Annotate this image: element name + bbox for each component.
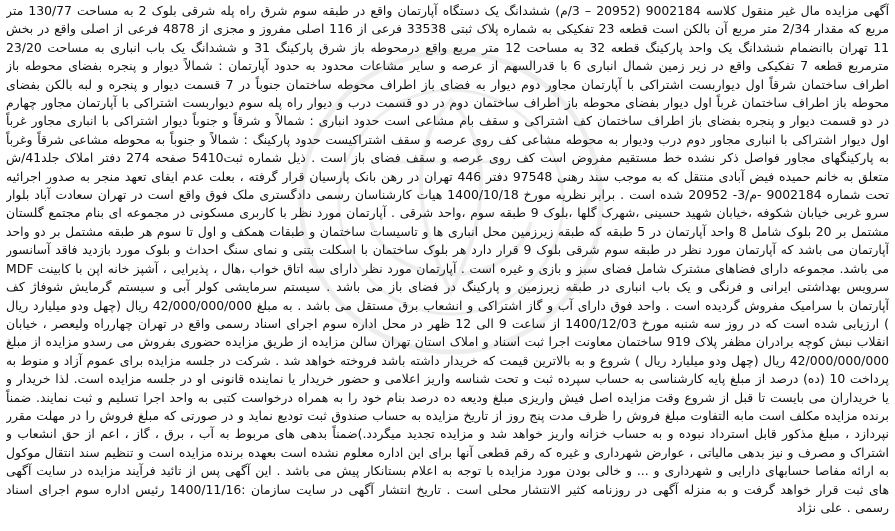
notice-paragraph: آگهی مزایده مال غیر منقول کلاسه 9002184 (20952 – 3/م) ششدانگ یک دستگاه آپارتمان واقع در طبقه سوم شرق راه پله شرقی بلوک 2 به مساحت 130/77 متر مربع که مقدار 2/34 متر مربع آن بالکن است قطعه 23 تفکیکی به شماره پلاک ثبتی 33538 فرعی از 116 اصلی مفروز و مجزی از 4878 فرعی از اصلی واقع در بخش 11 تهران باانضمام ششدانگ یک واحد پارکینگ قطعه 32 به مساحت 12 متر مربع واقع درمحوطه باز شرق پارکینگ 31 و ششدانگ یک باب انباری به مساحت 23/20 مترمربع قطعه 7 تفکیکی واقع در زیر زمین شمال انباری 6 با قدرالسهم از عرصه و سایر مشاعات محدود به حدود آپارتمان : شمالاً دیوار و پنجره بفضای محوطه باز اطراف ساختمان شرقاً اول دیواربست اشتراکی با آپارتمان مجاور دوم دیوار به فضای باز اطراف محوطه ساختمان جنوباً در 7 قسمت دیوار و پنجره و لبه بالکن بفضای محوطه باز اطراف ساختمان غرباً اول دیوار بفضای محوطه باز اطراف ساختمان دوم در دو قسمت درب و دیوار راه پله سوم دیواربست اشتراکی با آپارتمان مجاور چهارم در دو قسمت دیوار و پنجره بفضای باز اطراف ساختمان کف اشتراکی و سقف بام مشاعی است حدود انباری : شمالاً و شرقاً و جنوباً دیوار اشتراکی با انباری مجاور غرباً اول دیوار اشتراکی با انباری مجاور دوم درب ودیوار به محوطه مشاعی کف روی عرصه و سقف اشتراکیست حدود پارکینگ : شمالاً و جنوباً به محوطه مشاعی شرقاً وغرباً به پارکینگهای مجاور فواصل ذکر نشده خط مستقیم مفروض است کف روی عرصه و سقف فضای باز است . ذیل شماره ثبت5410 صفحه 274 دفتر املاک جلد41/ش متعلق به خانم حمیده فیض آبادی منتقل که به موجب سند رهنی 97548 دفتر 446 تهران در رهن بانک پارسیان قرار گرفته ، بعلت عدم ایفای تعهد منجر به صدور اجرائیه تحت شماره 9002184 -م/3- 20952 شده است . برابر نظریه مورخ 1400/10/18 هیات کارشناسان رسمی دادگستری ملک فوق واقع است در تهران سعادت آباد بلوار سرو غربی خیابان شکوفه ،خیابان شهید حسینی ،شهرک گلها ،بلوک 9 طبقه سوم ،واحد شرقی . آپارتمان مورد نظر با کاربری مسکونی در مجموعه ای بنام مجتمع گلستان مشتمل بر 20 بلوک شامل 8 واحد آپارتمان در 5 طبقه که طبقه زیرزمین محل انباری ها و تاسیسات ساختمان و طبقات همکف و اول تا سوم هر طبقه مشتمل بر دو واحد آپارتمان می باشد که آپارتمان مورد نظر در طبقه سوم شرقی بلوک 9 قرار دارد هر بلوک ساختمان با اسکلت بتنی و نمای سنگ احداث و بلوک مورد بازدید فاقد آسانسور می باشد. مجموعه دارای فضاهای مشترک شامل فضای سبز و بازی و غیره است . آپارتمان مورد نظر دارای سه اتاق خواب ،هال ، پذیرایی ، آشپز خانه اپن با کابینت MDF سرویس بهداشتی ایرانی و فرنگی و یک باب انباری در طبقه زیرزمین و پارکینگ در فضای باز می باشد . سیستم سرمایشی کولر آبی و سیستم گرمایش شوفاژ کف آپارتمان با سرامیک مفروش گردیده است . واحد فوق دارای آب و گاز اشتراکی و انشعاب برق مستقل می باشد . به مبلغ 42/000/000/000 ریال (چهل ودو میلیارد ریال ) ارزیابی شده است که در روز سه شنبه مورخ 1400/12/03 از ساعت 9 الی 12 ظهر در محل اداره سوم اجرای اسناد رسمی واقع در تهران چهارراه ولیعصر ، خیابان انقلاب نبش کوچه برادران مظفر پلاک 919 ساختمان معاونت اجرا ثبت اسناد و املاک استان تهران سالن مزایده از طریق مزایده حضوری بفروش می رسدو مزایده از مبلغ 42/000/000/000 ریال (چهل ودو میلیارد ریال ) شروع و به بالاترین قیمت که خریدار داشته باشد فروخته خواهد شد . شرکت در جلسه مزایده برای عموم آزاد و منوط به پرداخت 10 (ده) درصد از مبلغ پایه کارشناسی به حساب سپرده ثبت و تحت شناسه واریز اعلامی و حضور خریدار یا نماینده قانونی او در جلسه مزایده است. لذا خریدار و یا خریداران می بایست تا قبل از شروع وقت مزایده اصل فیش واریزی مبلغ ودیعه ده درصد بنام خود را به همراه درخواست کتبی به واحد اجرا تسلیم و ثبت نمایند. ضمناً برنده مزایده مکلف است مابه التفاوت مبلغ فروش را ظرف مدت پنج روز از تاریخ مزایده به حساب صندوق ثبت تودیع نماید و در صورتی که مبلغ فروش را در مهلت مقرر نپردازد ، مبلغ مذکور قابل استرداد نبوده و به حساب خزانه واریز خواهد شد و مزایده تجدید میگردد.)ضمناً بدهی های مربوط به آب ، برق ، گاز ، اعم از حق انشعاب و اشتراک و مصرف و نیز بدهی مالیاتی ، عوارض شهرداری و غیره که رقم قطعی آنها برای این اداره معلوم نشده است بعهده برنده مزایده است و تنظیم سند انتقال موکول به ارائه مفاصا حسابهای دارایی و شهرداری و ... و خالی بودن مورد مزایده با توجه به اعلام بستانکار پیش می باشد . این آگهی پس از تائید فرآیند مزایده در سایت آگهی های ثبت قرار خواهد گرفت و به منزله آگهی در روزنامه کثیر الانتشار محلی است . تاریخ انتشار آگهی در سایت سازمان :1400/11/16 رئیس اداره سوم اجرای اسناد رسمی . علی نژاد [6,3,889,515]
auction-notice-document [6,2,889,529]
